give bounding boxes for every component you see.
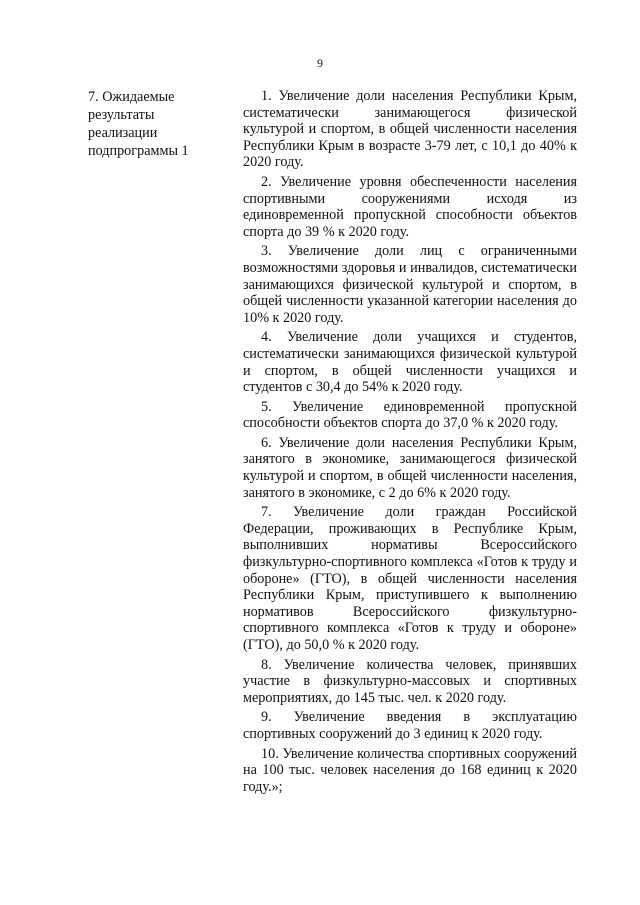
list-item: 10. Увеличение количества спортивных сооружений на 100 тыс. человек населения до 168 единиц к 2020 году.»; [243, 745, 577, 795]
list-item: 6. Увеличение доли населения Республики Крым, занятого в экономике, занимающегося физической культурой и спортом, в общей численности населения, занятого в экономике, с 2 до 6% к 2020 году. [243, 434, 577, 501]
list-item: 8. Увеличение количества человек, принявших участие в физкультурно-массовых и спортивных мероприятиях, до 145 тыс. чел. к 2020 году. [243, 656, 577, 706]
list-item: 1. Увеличение доли населения Республики Крым, систематически занимающегося физической культурой и спортом, в общей численности населения Республики Крым в возрасте 3-79 лет, с 10,1 до 40% к 2020 году. [243, 88, 577, 171]
list-item: 4. Увеличение доли учащихся и студентов, систематически занимающихся физической культурой и спортом, в общей численности учащихся и студентов с 30,4 до 54% к 2020 году. [243, 329, 577, 396]
list-item: 7. Увеличение доли граждан Российской Федерации, проживающих в Республике Крым, выполнивших нормативы Всероссийского физкультурно-спортивного комплекса «Готов к труду и обороне» (ГТО), в общей численности населения Республики Крым, приступившего к выполнению нормативов Всероссийского физкультурно-спортивного комплекса «Готов к труду и обороне» (ГТО), до 50,0 % к 2020 году. [243, 504, 577, 653]
list-item: 2. Увеличение уровня обеспеченности населения спортивными сооружениями исходя из единовременной пропускной способности объектов спорта до 39 % к 2020 году. [243, 173, 577, 240]
section-label: 7. Ожидаемые результаты реализации подпрограммы 1 [88, 89, 189, 159]
list-item: 3. Увеличение доли лиц с ограниченными возможностями здоровья и инвалидов, систематически занимающихся физической культурой и спортом, в общей численности указанной категории населения до 10% к 2020 году. [243, 243, 577, 326]
page-number: 9 [317, 56, 323, 70]
list-item: 5. Увеличение единовременной пропускной способности объектов спорта до 37,0 % к 2020 году. [243, 398, 577, 432]
expected-results-list [243, 88, 577, 798]
list-item: 9. Увеличение введения в эксплуатацию спортивных сооружений до 3 единиц к 2020 году. [243, 709, 577, 742]
